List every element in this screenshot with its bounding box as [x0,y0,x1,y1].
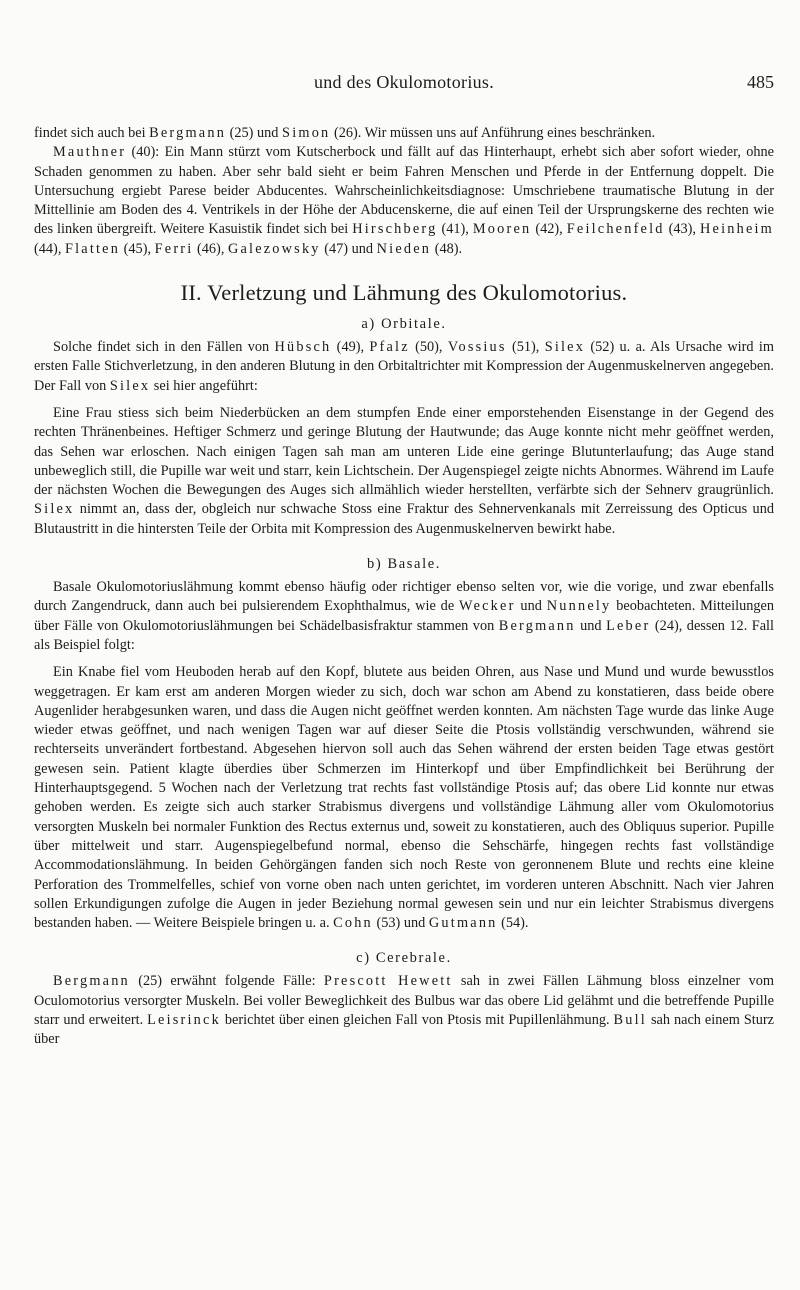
text-run: sah nach einem Sturz über [34,1011,774,1048]
text-run: findet sich auch bei [34,125,150,141]
paragraph-orbitale-intro [34,338,774,396]
text-run: Solche findet sich in den Fällen von [53,339,275,356]
author-name: Bergmann [498,617,576,634]
paragraph-cerebrale-intro [34,972,774,1049]
author-name: Prescott Hewett [323,973,453,990]
text-run: (44), [34,240,65,257]
author-name: Mooren [472,221,532,238]
text-run: berichtet über einen gleichen Fall von Ptosis mit Pupillenlähmung. [220,1011,614,1028]
author-name: Bergmann [53,973,130,990]
text-run: Eine Frau stiess sich beim Niederbücken an dem stumpfen Ende einer emporstehenden Eisenstange in der Gegend des rechten Thränenbeines. Heftiger Schmerz und geringe Blutung der Hautwunde; das Auge konnte nicht mehr geöffnet werden, das Sehen war erloschen. Nach einigen Tagen sah man am unteren Lide eine geringe Blutunterlaufung; das Auge stand unbeweglich still, die Pupille war weit und starr, kein Lichtschein. Der Augenspiegel zeigte nichts Abnormes. Während im Laufe der nächsten Wochen die Bewegungen des Auges sich allmählich wieder herstellten, verfärbte sich der Sehnerv graugrünlich. [34,404,774,499]
text-run: und [575,617,607,634]
text-run: (51), [506,339,545,356]
author-name: Galezowsky [227,240,321,257]
author-name: Silex [109,377,151,394]
author-name: Nieden [376,240,432,257]
author-name: Silex [544,339,586,356]
running-title: und des Okulomotorius. [313,72,495,92]
author-name: Heinheim [700,221,774,238]
author-name: Silex [34,501,75,518]
text-run: (46), [193,240,228,257]
text-run: (43), [664,221,701,238]
text-run: Ein Knabe fiel vom Heuboden herab auf den Kopf, blutete aus beiden Ohren, aus Nase und Mund und wurde bewusstlos weggetragen. Er kam erst am anderen Morgen wieder zu sich, doch war schon am Abend zu konstatieren, dass beide obere Augenlider herabgesunken waren, und dass die Augen nicht geöffnet werden konnten. Am nächsten Tage wurde das linke Auge wieder etwas geöffnet, und nach wenigen Tagen war auf dieser Seite die Ptosis vollständig verschwunden, während sie rechterseits unverändert fortbestand. Abgesehen hiervon soll auch das Sehen während der ersten beiden Tage etwas gestört gewesen sein. Patient klagte überdies über Schmerzen im Hinterkopf und über Empfindlichkeit bei Berührung der Hinterhauptsgegend. 5 Wochen nach der Verletzung trat rechts fast vollständige Ptosis auf; das obere Lid konnte nur etwas gehoben werden. Es zeigte sich auch starker Strabismus divergens und vollständige Lähmung aller vom Okulomotorius versorgten Muskeln bei normaler Funktion des Rectus externus und, soweit zu konstatieren, auch des Obliquus superior. Pupille über mittelweit und starr. Augenspiegelbefund normal, ebenso die Sehschärfe, hingegen rechts fast vollständige Accommodationslähmung. In beiden Gehörgängen fanden sich noch Reste von geronnenem Blute und rechts eine kleine Perforation des Trommelfelles, schief von vorne oben nach unten gerichtet, im vorderen unteren Abschnitt. Nach vier Jahren sollen Erkundigungen zufolge die Augen in jeder Beziehung normal gewesen sein und nur ein leichter Strabismus divergens bestanden haben. — Weitere Beispiele bringen u. a. [34,664,774,932]
text-run: (48). [431,240,463,257]
author-name: Gutmann [428,915,498,932]
author-name: Hübsch [274,339,332,356]
author-name: Vossius [447,339,507,356]
page-number: 485 [747,72,774,92]
author-name: Bergmann [149,125,227,141]
author-name: Flatten [64,240,121,257]
text-run: (49), [331,339,370,356]
page-body [34,124,774,1050]
text-run: und [515,598,547,615]
paragraph-knabe-case [34,663,774,933]
text-run: sah in zwei Fällen Lähmung bloss einzelner vom Oculomotorius versorgter Muskeln. Bei voller Beweglichkeit des Bulbus war das obere Lid gelähmt und die betreffende Pupille starr und erweitert. [34,973,774,1028]
text-run: sei hier angeführt: [150,377,258,394]
text-run: (24), dessen 12. Fall als Beispiel folgt: [34,617,775,653]
paragraph-silex-case [34,404,774,539]
text-run: (50), [409,339,448,356]
section-heading-cerebrale: c) Cerebrale. [356,950,452,967]
text-run: (45), [120,240,155,257]
author-name: Hirschberg [352,221,438,238]
author-name: Wecker [459,598,516,615]
author-name: Nunnely [546,598,612,615]
text-run: (40): Ein Mann stürzt vom Kutscherbock und fällt auf das Hinterhaupt, erhebt sich aber sofort wieder, ohne Schaden genommen zu haben. Aber sehr bald sieht er beim Fahren Menschen und Pferde in der Entfernung doppelt. Die Untersuchung ergiebt Parese beider Abducentes. Wahrscheinlichkeitsdiagnose: Umschriebene traumatische Blutung in der Mittellinie am Boden des 4. Ventrikels in der Höhe der Abducenskerne, die auf einen Teil der Ursprungskerne des rechten wie des linken übergreift. Weitere Kasuistik findet sich bei [34,144,774,238]
author-name: Mauthner [53,144,127,161]
section-heading-orbitale: a) Orbitale. [361,316,447,333]
text-run: (53) und [372,915,429,932]
paragraph-mauthner-case [34,143,774,259]
author-name: Cohn [333,915,373,932]
text-run: (52) u. a. Als Ursache wird im ersten Falle Stichverletzung, in den anderen Blutung in den Orbitaltrichter mit Kompression der Augenmuskelnerven angegeben. Der Fall von [34,339,774,394]
section-heading-basale: b) Basale. [367,556,441,573]
paragraph-continuation [34,124,774,143]
text-run: Basale Okulomotoriuslähmung kommt ebenso häufig oder richtiger ebenso selten vor, wie die vorige, und zwar ebenfalls durch Zangendruck, dann auch bei pulsierendem Exophthalmus, wie de [34,579,774,615]
text-run: (41), [437,221,473,238]
text-run: (42), [531,221,567,238]
author-name: Leisrinck [147,1011,221,1028]
author-name: Leber [606,617,651,634]
text-run: beobachteten. Mitteilungen über Fälle von Okulomotoriuslähmungen bei Schädelbasisfraktur stammen von [34,598,775,634]
chapter-heading: II. Verletzung und Lähmung des Okulomotorius. [180,280,628,306]
text-run: (54). [497,915,529,932]
text-run: (47) und [320,240,377,257]
text-run: nimmt an, dass der, obgleich nur schwache Stoss eine Fraktur des Sehnervenkanals mit Zerreissung des Opticus und Blutaustritt in die hintersten Teile der Orbita mit Kompression des Augenmuskelnerven bewirkt habe. [34,501,774,537]
author-name: Feilchenfeld [566,221,665,238]
author-name: Ferri [154,240,194,257]
text-run: (25) erwähnt folgende Fälle: [129,973,324,990]
running-head [34,72,774,96]
author-name: Simon [282,125,331,141]
text-run: (26). Wir müssen uns auf Anführung eines beschränken. [330,125,656,141]
paragraph-basale-intro [34,578,774,655]
author-name: Bull [613,1011,647,1028]
text-run: (25) und [226,125,283,141]
author-name: Pfalz [369,339,410,356]
